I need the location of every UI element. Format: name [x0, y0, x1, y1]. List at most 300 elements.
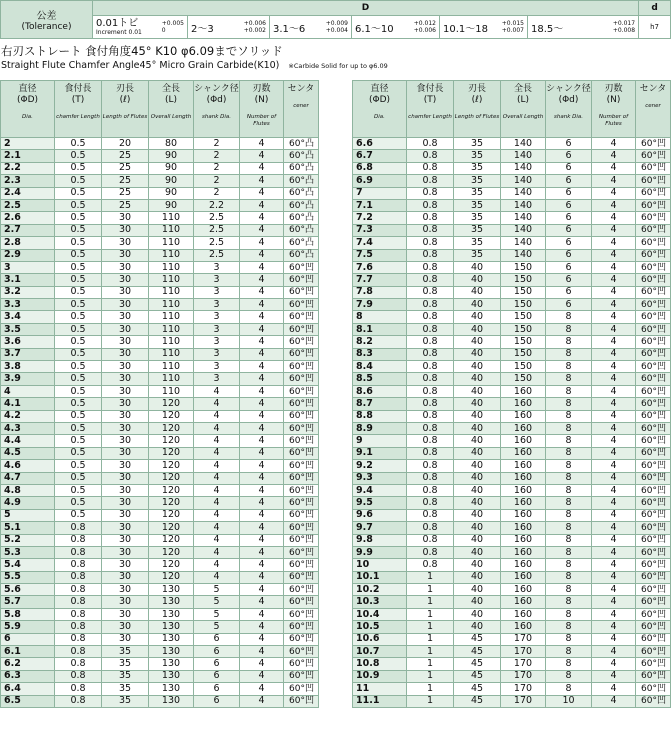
cell-flute-length: 35 — [102, 646, 149, 658]
cell-overall-length: 120 — [149, 472, 194, 484]
cell-shank-diameter: 8 — [546, 460, 592, 472]
cell-center: 60°凹 — [284, 633, 319, 645]
column-header-jp-name: 食付長 — [416, 84, 444, 94]
cell-flute-count: 4 — [240, 212, 284, 224]
cell-flute-count: 4 — [592, 212, 636, 224]
column-header-en: cener — [293, 103, 309, 109]
cell-flute-count: 4 — [592, 422, 636, 434]
cell-overall-length: 110 — [149, 385, 194, 397]
cell-shank-diameter: 3 — [194, 348, 240, 360]
column-header-jp-name: 刃数 — [252, 84, 271, 94]
cell-flute-count: 4 — [592, 584, 636, 596]
cell-shank-diameter: 4 — [194, 484, 240, 496]
cell-flute-count: 4 — [240, 571, 284, 583]
tolerance-minus: 0 — [161, 27, 166, 34]
cell-chamfer-length: 0.8 — [407, 497, 454, 509]
cell-flute-length: 25 — [102, 175, 149, 187]
cell-chamfer-length: 0.5 — [55, 187, 102, 199]
cell-shank-diameter: 6 — [546, 224, 592, 236]
cell-flute-count: 4 — [592, 150, 636, 162]
cell-diameter: 3.9 — [1, 373, 55, 385]
cell-center: 60°凹 — [636, 497, 671, 509]
table-row — [353, 199, 671, 211]
cell-center: 60°凹 — [636, 361, 671, 373]
cell-diameter: 2.4 — [1, 187, 55, 199]
cell-center: 60°凹 — [284, 509, 319, 521]
cell-flute-length: 35 — [454, 224, 501, 236]
tolerance-d-value: h7 — [639, 16, 671, 39]
cell-flute-length: 30 — [102, 361, 149, 373]
cell-overall-length: 150 — [501, 373, 546, 385]
cell-shank-diameter: 8 — [546, 385, 592, 397]
table-row — [353, 187, 671, 199]
cell-diameter: 3.4 — [1, 311, 55, 323]
cell-diameter: 5.1 — [1, 522, 55, 534]
cell-flute-length: 45 — [454, 695, 501, 707]
cell-flute-length: 40 — [454, 261, 501, 273]
cell-overall-length: 120 — [149, 460, 194, 472]
cell-diameter: 7.8 — [353, 286, 407, 298]
cell-flute-count: 4 — [592, 237, 636, 249]
cell-overall-length: 170 — [501, 633, 546, 645]
table-row — [1, 670, 319, 682]
table-row — [353, 162, 671, 174]
cell-overall-length: 120 — [149, 484, 194, 496]
cell-shank-diameter: 8 — [546, 670, 592, 682]
cell-overall-length: 130 — [149, 608, 194, 620]
cell-center: 60°凹 — [636, 249, 671, 261]
cell-shank-diameter: 2 — [194, 138, 240, 150]
cell-flute-length: 35 — [102, 683, 149, 695]
cell-flute-count: 4 — [592, 683, 636, 695]
cell-flute-count: 4 — [240, 633, 284, 645]
cell-chamfer-length: 0.5 — [55, 162, 102, 174]
cell-flute-count: 4 — [592, 199, 636, 211]
cell-shank-diameter: 6 — [546, 138, 592, 150]
cell-flute-count: 4 — [240, 683, 284, 695]
cell-flute-count: 4 — [240, 472, 284, 484]
cell-overall-length: 130 — [149, 621, 194, 633]
cell-flute-count: 4 — [592, 261, 636, 273]
column-header-jp-symbol: (L) — [516, 95, 530, 105]
cell-overall-length: 110 — [149, 336, 194, 348]
cell-flute-length: 40 — [454, 509, 501, 521]
cell-shank-diameter: 6 — [546, 249, 592, 261]
cell-flute-length: 20 — [102, 138, 149, 150]
cell-chamfer-length: 0.5 — [55, 373, 102, 385]
cell-center: 60°凹 — [284, 497, 319, 509]
table-row — [1, 175, 319, 187]
table-row — [353, 261, 671, 273]
cell-flute-length: 30 — [102, 286, 149, 298]
cell-diameter: 10.2 — [353, 584, 407, 596]
column-header-chamfer-length — [55, 81, 102, 138]
cell-shank-diameter: 8 — [546, 658, 592, 670]
cell-overall-length: 120 — [149, 522, 194, 534]
cell-center: 60°凸 — [284, 138, 319, 150]
cell-overall-length: 160 — [501, 460, 546, 472]
table-row — [1, 522, 319, 534]
cell-center: 60°凹 — [636, 410, 671, 422]
cell-shank-diameter: 4 — [194, 460, 240, 472]
cell-flute-length: 30 — [102, 373, 149, 385]
cell-overall-length: 120 — [149, 559, 194, 571]
table-row — [1, 323, 319, 335]
cell-overall-length: 170 — [501, 646, 546, 658]
cell-diameter: 4.6 — [1, 460, 55, 472]
column-header-en: chamfer Length — [56, 114, 100, 120]
cell-flute-count: 4 — [592, 546, 636, 558]
cell-chamfer-length: 0.5 — [55, 224, 102, 236]
cell-diameter: 3.3 — [1, 299, 55, 311]
cell-shank-diameter: 8 — [546, 398, 592, 410]
tolerance-range — [188, 16, 270, 39]
cell-diameter: 8.3 — [353, 348, 407, 360]
cell-flute-length: 40 — [454, 435, 501, 447]
cell-diameter: 5.7 — [1, 596, 55, 608]
table-row — [1, 348, 319, 360]
cell-flute-count: 4 — [592, 534, 636, 546]
cell-flute-count: 4 — [240, 138, 284, 150]
tolerance-plus: +0.017 — [612, 20, 636, 27]
cell-center: 60°凹 — [284, 695, 319, 707]
cell-flute-length: 30 — [102, 546, 149, 558]
cell-chamfer-length: 0.8 — [55, 621, 102, 633]
tolerance-plus: +0.006 — [243, 20, 266, 27]
cell-overall-length: 120 — [149, 410, 194, 422]
cell-flute-length: 40 — [454, 422, 501, 434]
table-row — [353, 571, 671, 583]
cell-overall-length: 110 — [149, 212, 194, 224]
cell-chamfer-length: 0.8 — [407, 522, 454, 534]
cell-chamfer-length: 0.5 — [55, 484, 102, 496]
table-row — [1, 658, 319, 670]
cell-center: 60°凹 — [284, 608, 319, 620]
cell-center: 60°凸 — [284, 212, 319, 224]
cell-flute-length: 30 — [102, 633, 149, 645]
tolerance-range — [440, 16, 528, 39]
cell-diameter: 8.2 — [353, 336, 407, 348]
cell-flute-length: 40 — [454, 299, 501, 311]
table-row — [353, 361, 671, 373]
cell-overall-length: 160 — [501, 546, 546, 558]
cell-diameter: 10.7 — [353, 646, 407, 658]
cell-chamfer-length: 0.8 — [407, 385, 454, 397]
cell-overall-length: 160 — [501, 509, 546, 521]
cell-overall-length: 150 — [501, 286, 546, 298]
cell-chamfer-length: 1 — [407, 695, 454, 707]
cell-flute-count: 4 — [240, 361, 284, 373]
cell-flute-length: 40 — [454, 336, 501, 348]
cell-shank-diameter: 8 — [546, 534, 592, 546]
cell-flute-count: 4 — [240, 695, 284, 707]
cell-diameter: 10.8 — [353, 658, 407, 670]
cell-flute-count: 4 — [240, 373, 284, 385]
cell-flute-count: 4 — [592, 138, 636, 150]
cell-center: 60°凹 — [636, 224, 671, 236]
cell-overall-length: 130 — [149, 646, 194, 658]
table-row — [353, 138, 671, 150]
cell-overall-length: 170 — [501, 683, 546, 695]
cell-center: 60°凹 — [284, 323, 319, 335]
cell-center: 60°凹 — [636, 658, 671, 670]
cell-diameter: 9.2 — [353, 460, 407, 472]
cell-center: 60°凹 — [636, 138, 671, 150]
cell-chamfer-length: 0.8 — [407, 472, 454, 484]
cell-chamfer-length: 0.8 — [55, 559, 102, 571]
cell-center: 60°凹 — [636, 348, 671, 360]
cell-diameter: 10.1 — [353, 571, 407, 583]
cell-overall-length: 120 — [149, 447, 194, 459]
cell-diameter: 2 — [1, 138, 55, 150]
table-row — [353, 546, 671, 558]
cell-chamfer-length: 0.8 — [55, 683, 102, 695]
cell-center: 60°凹 — [636, 670, 671, 682]
cell-chamfer-length: 0.5 — [55, 385, 102, 397]
cell-overall-length: 150 — [501, 361, 546, 373]
column-header-en: Overall Length — [502, 114, 544, 120]
cell-diameter: 6 — [1, 633, 55, 645]
cell-flute-length: 25 — [102, 199, 149, 211]
cell-shank-diameter: 2 — [194, 162, 240, 174]
tolerance-minus: +0.002 — [243, 27, 266, 34]
table-row — [353, 646, 671, 658]
cell-chamfer-length: 1 — [407, 584, 454, 596]
cell-chamfer-length: 0.8 — [407, 323, 454, 335]
cell-flute-count: 4 — [240, 199, 284, 211]
cell-shank-diameter: 3 — [194, 311, 240, 323]
cell-flute-count: 4 — [240, 286, 284, 298]
cell-flute-length: 30 — [102, 584, 149, 596]
cell-flute-length: 40 — [454, 361, 501, 373]
cell-center: 60°凹 — [636, 447, 671, 459]
cell-shank-diameter: 3 — [194, 323, 240, 335]
cell-flute-length: 25 — [102, 150, 149, 162]
cell-overall-length: 110 — [149, 261, 194, 273]
cell-flute-count: 4 — [592, 398, 636, 410]
cell-center: 60°凹 — [636, 460, 671, 472]
cell-flute-length: 30 — [102, 261, 149, 273]
column-header-jp — [284, 84, 318, 95]
cell-diameter: 9.8 — [353, 534, 407, 546]
table-row — [353, 460, 671, 472]
tolerance-minus: +0.004 — [325, 27, 348, 34]
cell-diameter: 5.5 — [1, 571, 55, 583]
cell-overall-length: 170 — [501, 695, 546, 707]
table-row — [1, 460, 319, 472]
cell-shank-diameter: 8 — [546, 472, 592, 484]
cell-flute-length: 40 — [454, 534, 501, 546]
cell-chamfer-length: 0.8 — [55, 584, 102, 596]
cell-flute-count: 4 — [592, 596, 636, 608]
cell-center: 60°凹 — [284, 621, 319, 633]
cell-flute-count: 4 — [240, 162, 284, 174]
cell-shank-diameter: 8 — [546, 435, 592, 447]
cell-overall-length: 90 — [149, 199, 194, 211]
cell-flute-count: 4 — [592, 559, 636, 571]
cell-diameter: 8.5 — [353, 373, 407, 385]
tolerance-range-first-label: 0.01トビ — [96, 17, 139, 29]
column-header-jp-symbol: (N) — [606, 95, 621, 105]
cell-chamfer-length: 0.5 — [55, 336, 102, 348]
table-row — [353, 422, 671, 434]
cell-flute-count: 4 — [592, 187, 636, 199]
cell-flute-length: 30 — [102, 410, 149, 422]
cell-overall-length: 150 — [501, 336, 546, 348]
cell-chamfer-length: 0.8 — [407, 286, 454, 298]
cell-overall-length: 80 — [149, 138, 194, 150]
cell-center: 60°凹 — [636, 286, 671, 298]
cell-flute-length: 40 — [454, 559, 501, 571]
cell-chamfer-length: 0.8 — [407, 299, 454, 311]
table-row — [1, 336, 319, 348]
table-row — [353, 472, 671, 484]
cell-overall-length: 110 — [149, 311, 194, 323]
cell-diameter: 4.8 — [1, 484, 55, 496]
cell-shank-diameter: 8 — [546, 621, 592, 633]
cell-flute-count: 4 — [240, 422, 284, 434]
cell-center: 60°凹 — [284, 670, 319, 682]
cell-shank-diameter: 6 — [546, 175, 592, 187]
cell-diameter: 6.6 — [353, 138, 407, 150]
column-header-jp — [454, 84, 500, 106]
cell-center: 60°凹 — [636, 237, 671, 249]
column-header-jp-name: センタ — [639, 84, 667, 94]
cell-overall-length: 110 — [149, 361, 194, 373]
cell-flute-count: 4 — [592, 175, 636, 187]
cell-shank-diameter: 8 — [546, 361, 592, 373]
cell-overall-length: 110 — [149, 299, 194, 311]
column-header-jp-name: 刃長 — [467, 84, 486, 94]
cell-flute-length: 30 — [102, 435, 149, 447]
cell-overall-length: 160 — [501, 447, 546, 459]
cell-chamfer-length: 1 — [407, 683, 454, 695]
table-row — [1, 497, 319, 509]
cell-diameter: 5.4 — [1, 559, 55, 571]
column-header-shank-diameter — [194, 81, 240, 138]
cell-center: 60°凹 — [284, 472, 319, 484]
cell-chamfer-length: 0.8 — [55, 646, 102, 658]
cell-flute-length: 45 — [454, 658, 501, 670]
table-row — [353, 509, 671, 521]
cell-chamfer-length: 0.5 — [55, 299, 102, 311]
cell-overall-length: 140 — [501, 212, 546, 224]
cell-chamfer-length: 0.8 — [55, 571, 102, 583]
cell-diameter: 9.3 — [353, 472, 407, 484]
cell-overall-length: 160 — [501, 497, 546, 509]
cell-shank-diameter: 8 — [546, 497, 592, 509]
cell-shank-diameter: 5 — [194, 621, 240, 633]
cell-flute-count: 4 — [240, 348, 284, 360]
cell-flute-count: 4 — [592, 509, 636, 521]
cell-flute-length: 30 — [102, 559, 149, 571]
table-row — [353, 683, 671, 695]
cell-shank-diameter: 6 — [546, 187, 592, 199]
cell-flute-count: 4 — [240, 150, 284, 162]
cell-diameter: 4 — [1, 385, 55, 397]
table-row — [1, 138, 319, 150]
cell-chamfer-length: 0.8 — [407, 559, 454, 571]
cell-center: 60°凹 — [636, 608, 671, 620]
cell-shank-diameter: 10 — [546, 695, 592, 707]
cell-overall-length: 130 — [149, 596, 194, 608]
cell-overall-length: 160 — [501, 534, 546, 546]
cell-shank-diameter: 4 — [194, 472, 240, 484]
cell-center: 60°凹 — [636, 534, 671, 546]
cell-chamfer-length: 0.8 — [407, 138, 454, 150]
cell-shank-diameter: 3 — [194, 261, 240, 273]
cell-chamfer-length: 0.5 — [55, 249, 102, 261]
cell-shank-diameter: 2.5 — [194, 249, 240, 261]
cell-diameter: 5.3 — [1, 546, 55, 558]
column-header-en: cener — [645, 103, 661, 109]
cell-flute-count: 4 — [240, 670, 284, 682]
cell-flute-length: 40 — [454, 522, 501, 534]
cell-flute-count: 4 — [240, 621, 284, 633]
cell-center: 60°凹 — [636, 385, 671, 397]
column-header-en: Dia. — [374, 114, 385, 120]
column-header-jp-symbol: (L) — [164, 95, 178, 105]
cell-chamfer-length: 0.5 — [55, 348, 102, 360]
cell-chamfer-length: 1 — [407, 596, 454, 608]
cell-flute-count: 4 — [240, 546, 284, 558]
cell-overall-length: 130 — [149, 584, 194, 596]
cell-chamfer-length: 0.5 — [55, 422, 102, 434]
cell-overall-length: 110 — [149, 323, 194, 335]
cell-overall-length: 150 — [501, 274, 546, 286]
column-header-jp-symbol: (T) — [71, 95, 85, 105]
cell-flute-length: 35 — [454, 162, 501, 174]
table-row — [353, 249, 671, 261]
cell-center: 60°凸 — [284, 249, 319, 261]
cell-diameter: 11 — [353, 683, 407, 695]
cell-diameter: 6.4 — [1, 683, 55, 695]
cell-shank-diameter: 3 — [194, 361, 240, 373]
cell-flute-count: 4 — [592, 435, 636, 447]
cell-flute-length: 45 — [454, 670, 501, 682]
cell-shank-diameter: 8 — [546, 422, 592, 434]
cell-chamfer-length: 0.5 — [55, 323, 102, 335]
column-header-overall-length — [501, 81, 546, 138]
cell-flute-length: 35 — [102, 695, 149, 707]
column-header-flute-count — [592, 81, 636, 138]
cell-overall-length: 160 — [501, 571, 546, 583]
cell-shank-diameter: 4 — [194, 398, 240, 410]
cell-center: 60°凸 — [284, 237, 319, 249]
cell-flute-length: 35 — [454, 138, 501, 150]
cell-flute-count: 4 — [240, 237, 284, 249]
cell-overall-length: 130 — [149, 695, 194, 707]
cell-flute-length: 40 — [454, 398, 501, 410]
cell-shank-diameter: 8 — [546, 509, 592, 521]
cell-shank-diameter: 2 — [194, 150, 240, 162]
column-header-flute-length — [454, 81, 501, 138]
cell-center: 60°凹 — [636, 261, 671, 273]
cell-shank-diameter: 2.5 — [194, 237, 240, 249]
cell-center: 60°凹 — [284, 348, 319, 360]
cell-flute-count: 4 — [592, 323, 636, 335]
cell-shank-diameter: 6 — [546, 199, 592, 211]
cell-chamfer-length: 1 — [407, 670, 454, 682]
cell-center: 60°凹 — [284, 571, 319, 583]
cell-center: 60°凹 — [636, 311, 671, 323]
table-row — [1, 286, 319, 298]
table-row — [353, 286, 671, 298]
table-row — [1, 199, 319, 211]
cell-flute-length: 35 — [454, 150, 501, 162]
cell-diameter: 4.9 — [1, 497, 55, 509]
cell-flute-length: 35 — [454, 237, 501, 249]
